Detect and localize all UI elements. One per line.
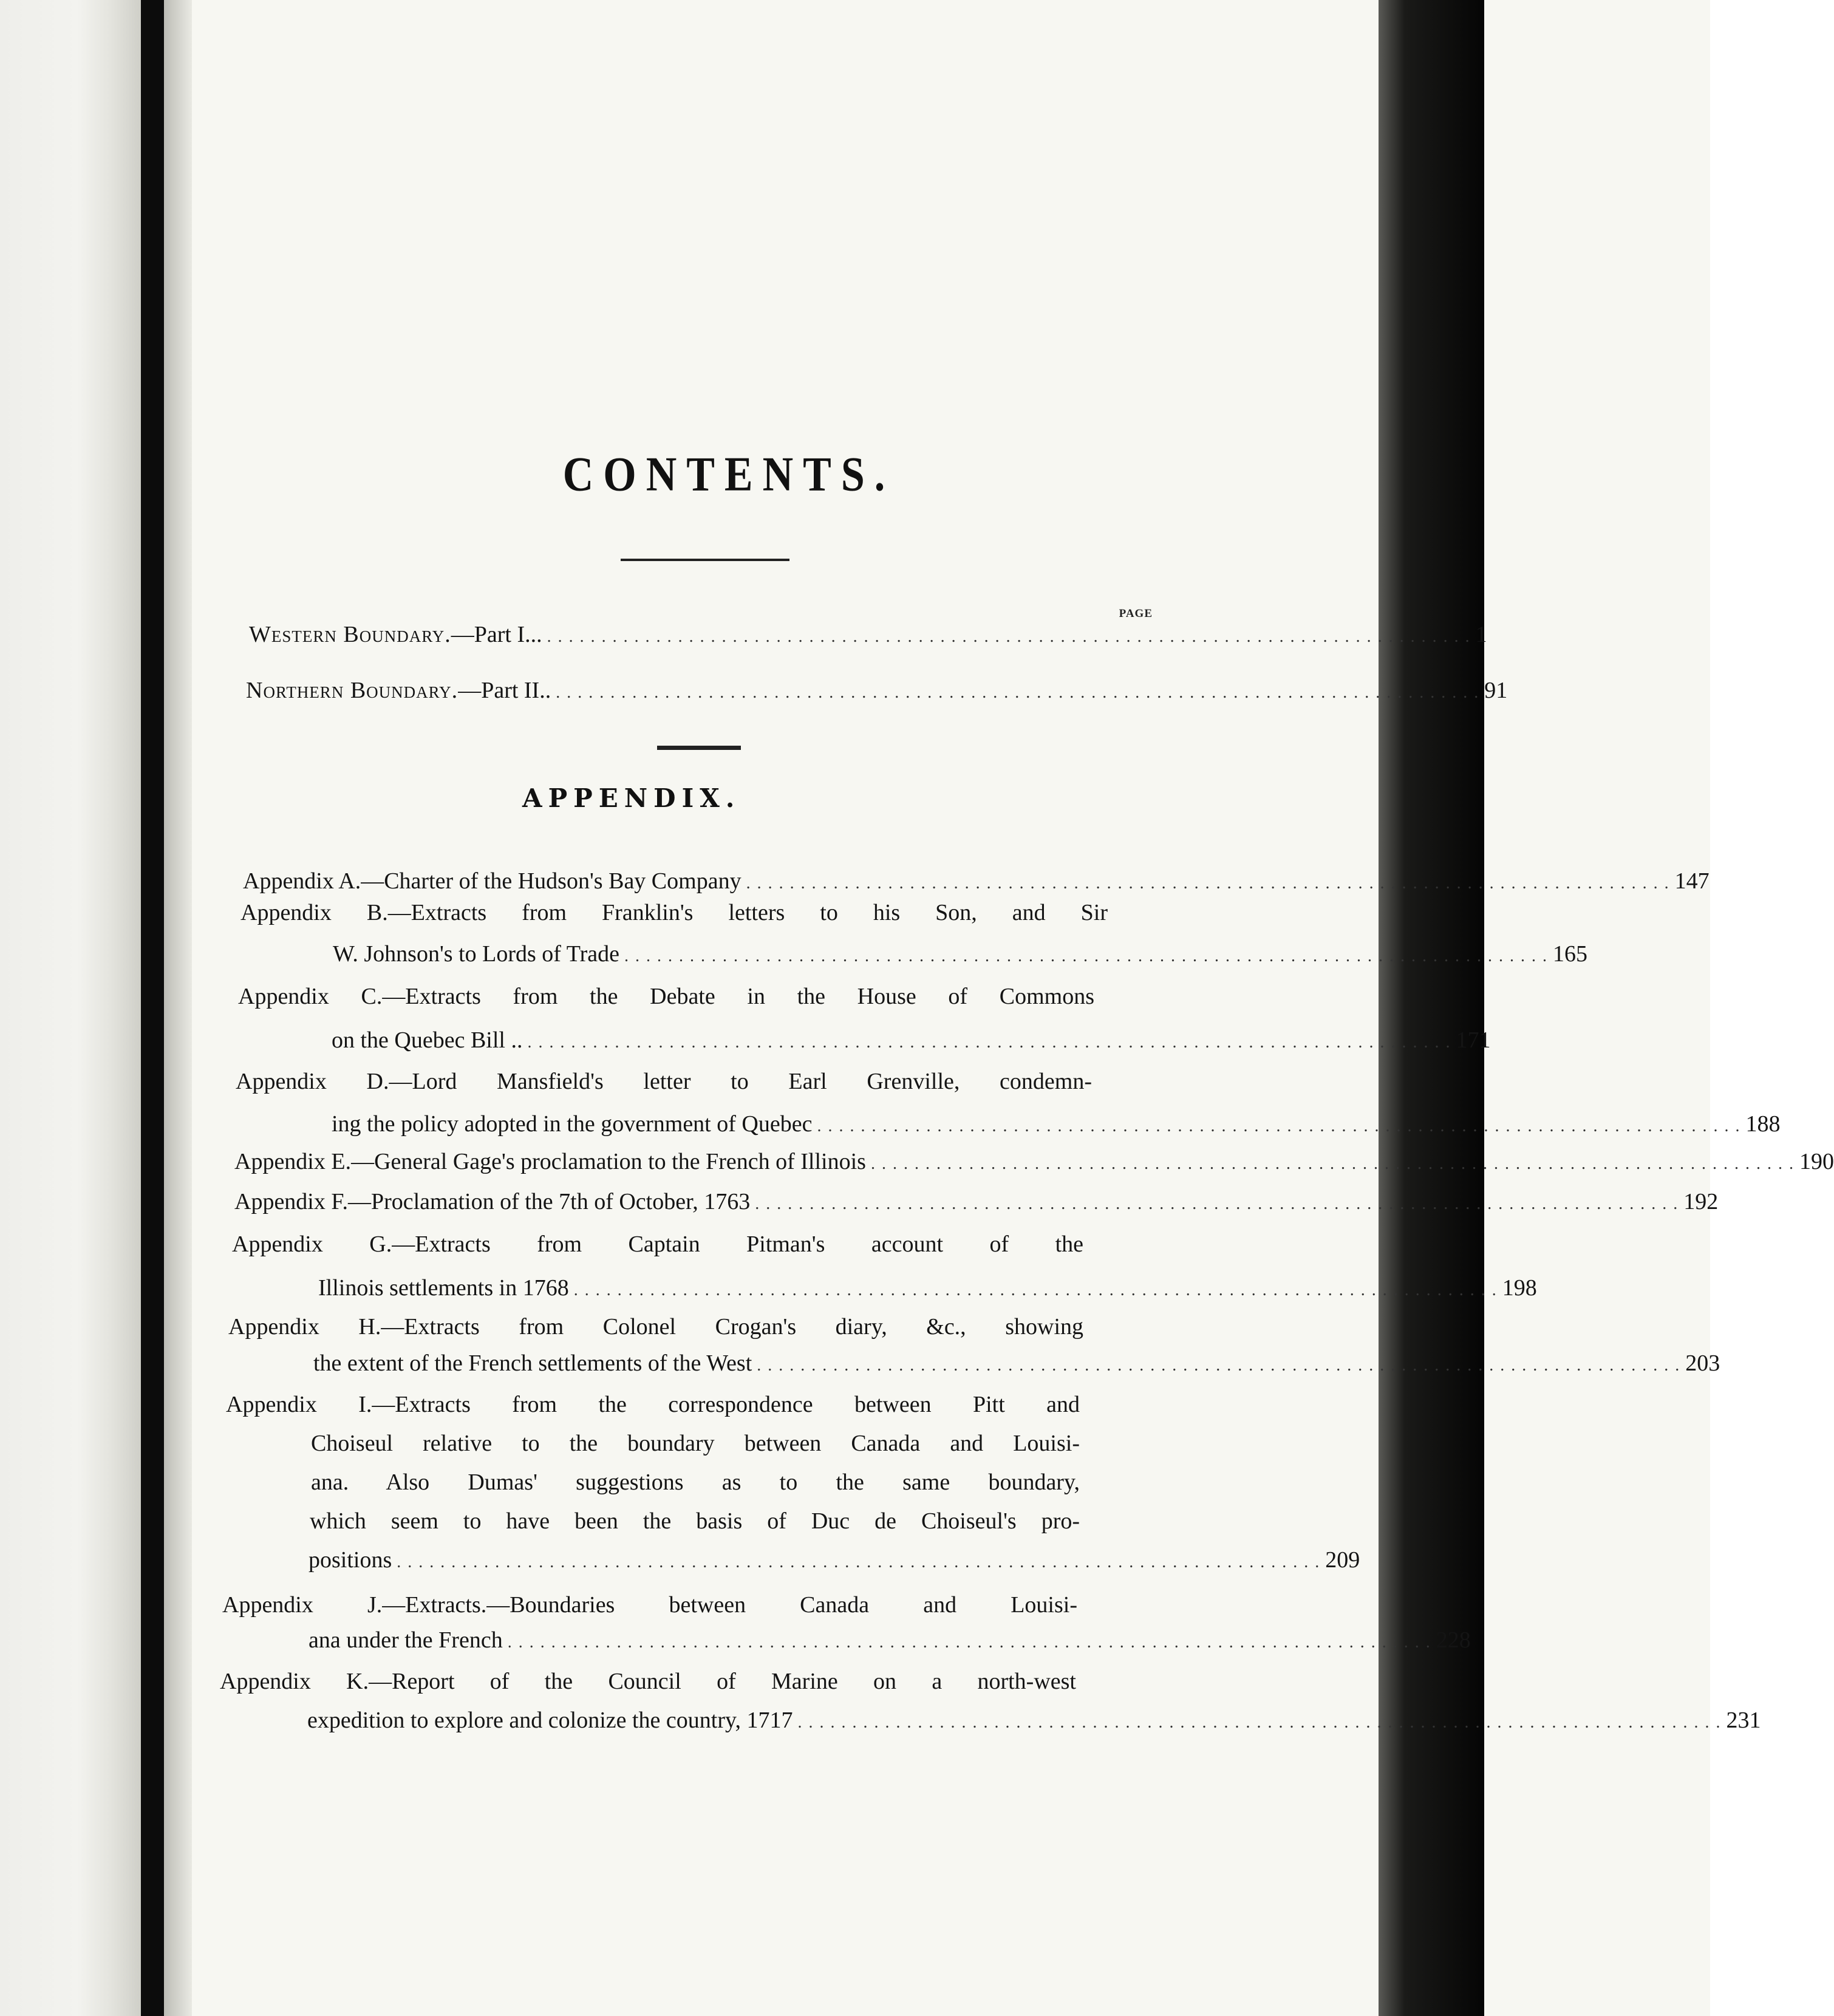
entry-text: ing the policy adopted in the government of Quebec — [332, 1111, 813, 1137]
section-rule — [657, 746, 741, 750]
toc-entry-line: Appendix J.—Extracts.—Boundaries between Canada and Louisi- — [222, 1592, 1077, 1618]
page-number: 188 — [1745, 1111, 1781, 1137]
dot-leader — [508, 1623, 1431, 1660]
toc-entry — [309, 1542, 1360, 1580]
dot-leader — [624, 936, 1548, 974]
page-number: 192 — [1683, 1189, 1719, 1214]
page-title: CONTENTS. — [562, 448, 895, 502]
dot-leader — [527, 1023, 1451, 1060]
toc-entry-line: Appendix C.—Extracts from the Debate in the House of Commons — [238, 984, 1094, 1009]
entry-text: ana under the French — [309, 1627, 503, 1653]
dot-leader — [817, 1106, 1740, 1144]
toc-entry-line: ana. Also Dumas' suggestions as to the same boundary, — [311, 1469, 1080, 1495]
toc-entry-line: Appendix I.—Extracts from the correspondence between Pitt and — [226, 1392, 1080, 1417]
book-gutter — [141, 0, 164, 2016]
page-number: 165 — [1553, 941, 1588, 967]
toc-entry — [332, 1023, 1491, 1060]
appendix-heading: APPENDIX. — [522, 783, 741, 813]
entry-text: Appendix E.—General Gage's proclamation to the French of Illinois — [234, 1149, 866, 1174]
toc-entry-line: Appendix B.—Extracts from Franklin's letters to his Son, and Sir — [240, 900, 1108, 925]
page-number: 1 — [1475, 622, 1487, 647]
toc-entry — [332, 1106, 1781, 1144]
part-suffix: —Part II.. — [458, 678, 551, 703]
page-number: 147 — [1674, 868, 1710, 894]
toc-entry-line: which seem to have been the basis of Duc de Choiseul's pro- — [310, 1508, 1080, 1534]
toc-entry — [313, 1346, 1720, 1383]
title-rule — [621, 559, 789, 561]
entry-text: the extent of the French settlements of the West — [313, 1350, 752, 1376]
toc-entry — [333, 936, 1588, 974]
toc-entry-line: Appendix K.—Report of the Council of Marine on a north-west — [220, 1669, 1076, 1694]
page-number: 209 — [1325, 1547, 1360, 1573]
toc-entry-line: Choiseul relative to the boundary between Canada and Louisi- — [311, 1431, 1080, 1456]
page-number: 228 — [1436, 1627, 1471, 1653]
dot-leader — [397, 1542, 1320, 1580]
entry-text: on the Quebec Bill .. — [332, 1027, 523, 1053]
part-name: Northern Boundary. — [246, 678, 458, 703]
toc-part-northern — [246, 673, 1508, 710]
entry-text: expedition to explore and colonize the country, 1717 — [307, 1708, 793, 1733]
entry-text: positions — [309, 1547, 392, 1573]
page-column-label: PAGE — [1119, 607, 1153, 620]
toc-entry — [318, 1270, 1537, 1308]
gutter-shadow — [164, 0, 192, 2016]
toc-part-western — [249, 617, 1487, 655]
entry-text: W. Johnson's to Lords of Trade — [333, 941, 620, 967]
dot-leader — [556, 673, 1479, 710]
page-number: 91 — [1484, 678, 1508, 703]
toc-entry — [234, 1184, 1719, 1222]
entry-text: Appendix F.—Proclamation of the 7th of October, 1763 — [234, 1189, 751, 1214]
toc-entry — [234, 1144, 1834, 1182]
part-name: Western Boundary. — [249, 622, 451, 647]
page-number: 171 — [1456, 1027, 1491, 1053]
entry-text: Appendix A.—Charter of the Hudson's Bay Company — [243, 868, 741, 894]
part-suffix: —Part I... — [451, 622, 542, 647]
dot-leader — [798, 1703, 1722, 1740]
entry-text: Illinois settlements in 1768 — [318, 1275, 569, 1301]
toc-entry-line: Appendix G.—Extracts from Captain Pitman's account of the — [232, 1231, 1083, 1257]
toc-entry — [307, 1703, 1761, 1740]
page-number: 231 — [1726, 1708, 1761, 1733]
toc-entry-line: Appendix D.—Lord Mansfield's letter to Earl Grenville, condemn- — [236, 1069, 1092, 1094]
page-number: 190 — [1799, 1149, 1834, 1174]
dot-leader — [574, 1270, 1498, 1308]
page-number: 203 — [1685, 1350, 1720, 1376]
page-number: 198 — [1502, 1275, 1537, 1301]
facing-page-edge — [0, 0, 141, 2016]
dot-leader — [871, 1144, 1795, 1182]
dot-leader — [757, 1346, 1680, 1383]
toc-entry — [309, 1623, 1471, 1660]
toc-entry-line: Appendix H.—Extracts from Colonel Crogan's diary, &c., showing — [228, 1314, 1083, 1340]
dot-leader — [755, 1184, 1679, 1222]
dot-leader — [547, 617, 1471, 655]
